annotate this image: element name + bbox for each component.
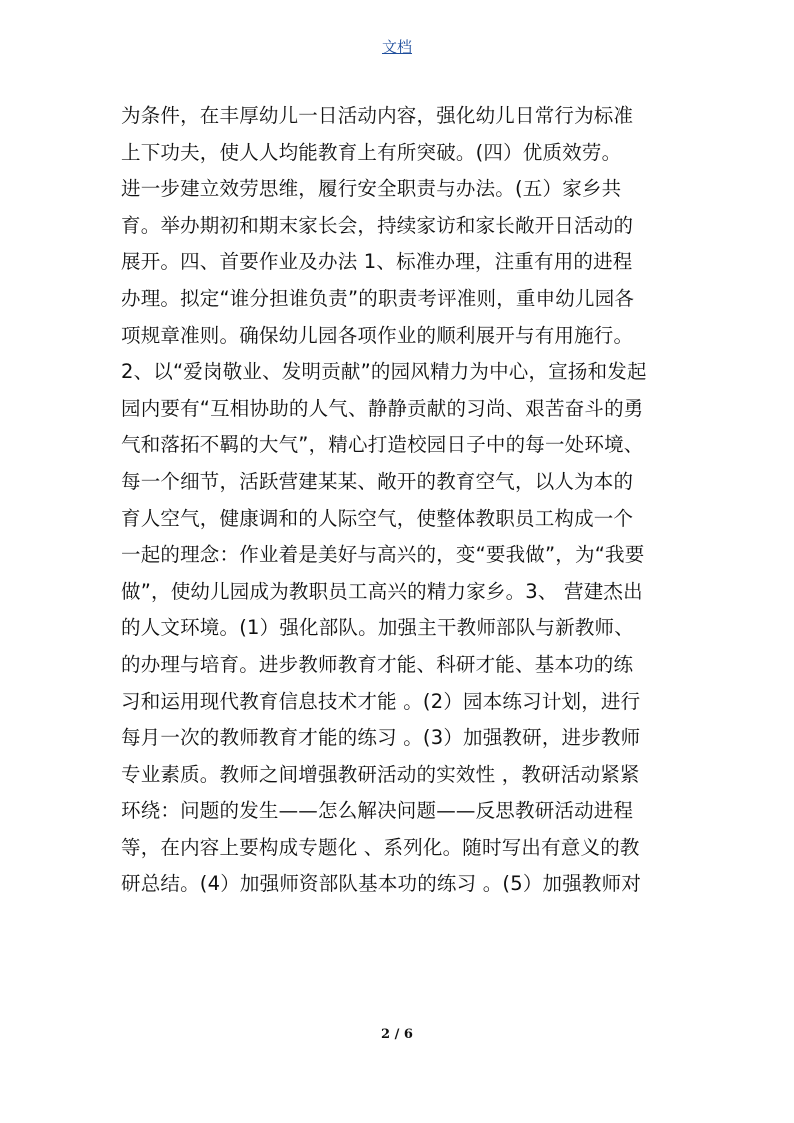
body-line: 上下功夫，使人人均能教育上有所突破。(四）优质效劳。 <box>121 140 622 164</box>
body-line: 环绕：问题的发生——怎么解决问题——反思教研活动进程 <box>121 799 634 823</box>
body-line: 习和运用现代教育信息技术才能 。(2）园本练习计划，进行 <box>121 689 641 713</box>
body-line: 办理。拟定“谁分担谁负责”的职责考评准则，重申幼儿园各 <box>121 286 635 310</box>
body-line: 每月一次的教师教育才能的练习 。(3）加强教研，进步教师 <box>121 726 641 750</box>
document-body <box>121 98 691 903</box>
body-line: 专业素质。教师之间增强教研活动的实效性 ，教研活动紧紧 <box>121 762 640 786</box>
page-number: 2 / 6 <box>381 1027 413 1042</box>
body-line: 每一个细节，活跃营建某某、敞开的教育空气，以人为本的 <box>121 469 634 493</box>
body-line: 一起的理念：作业着是美好与高兴的，变“要我做”，为“我要 <box>121 543 645 567</box>
body-line: 项规章准则。确保幼儿园各项作业的顺利展开与有用施行。 <box>121 323 634 347</box>
body-line: 育人空气，健康调和的人际空气，使整体教职员工构成一个 <box>121 506 634 530</box>
body-line: 研总结。(4）加强师资部队基本功的练习 。(5）加强教师对 <box>121 872 642 896</box>
body-line: 展开。四、首要作业及办法 1、标准办理，注重有用的进程 <box>121 250 633 274</box>
body-line: 育。举办期初和期末家长会，持续家访和家长敞开日活动的 <box>121 213 634 237</box>
body-line: 等，在内容上要构成专题化 、系列化。随时写出有意义的教 <box>121 835 640 859</box>
body-line: 的人文环境。(1）强化部队。加强主干教师部队与新教师、 <box>121 616 634 640</box>
body-line: 进一步建立效劳思维，履行安全职责与办法。(五）家乡共 <box>121 177 622 201</box>
body-line: 气和落拓不羁的大气”，精心打造校园日子中的每一处环境、 <box>121 433 644 457</box>
body-line: 园内要有“互相协助的人气、静静贡献的习尚、艰苦奋斗的勇 <box>121 396 644 420</box>
body-line: 做”，使幼儿园成为教职员工高兴的精力家乡。3、 营建杰出 <box>121 579 643 603</box>
body-line: 为条件，在丰厚幼儿一日活动内容，强化幼儿日常行为标准 <box>121 104 634 127</box>
body-line: 的办理与培育。进步教师教育才能、科研才能、基本功的练 <box>121 652 634 676</box>
body-line: 2、以“爱岗敬业、发明贡献”的园风精力为中心，宣扬和发起 <box>121 360 647 384</box>
document-header-title: 文档 <box>381 38 412 56</box>
